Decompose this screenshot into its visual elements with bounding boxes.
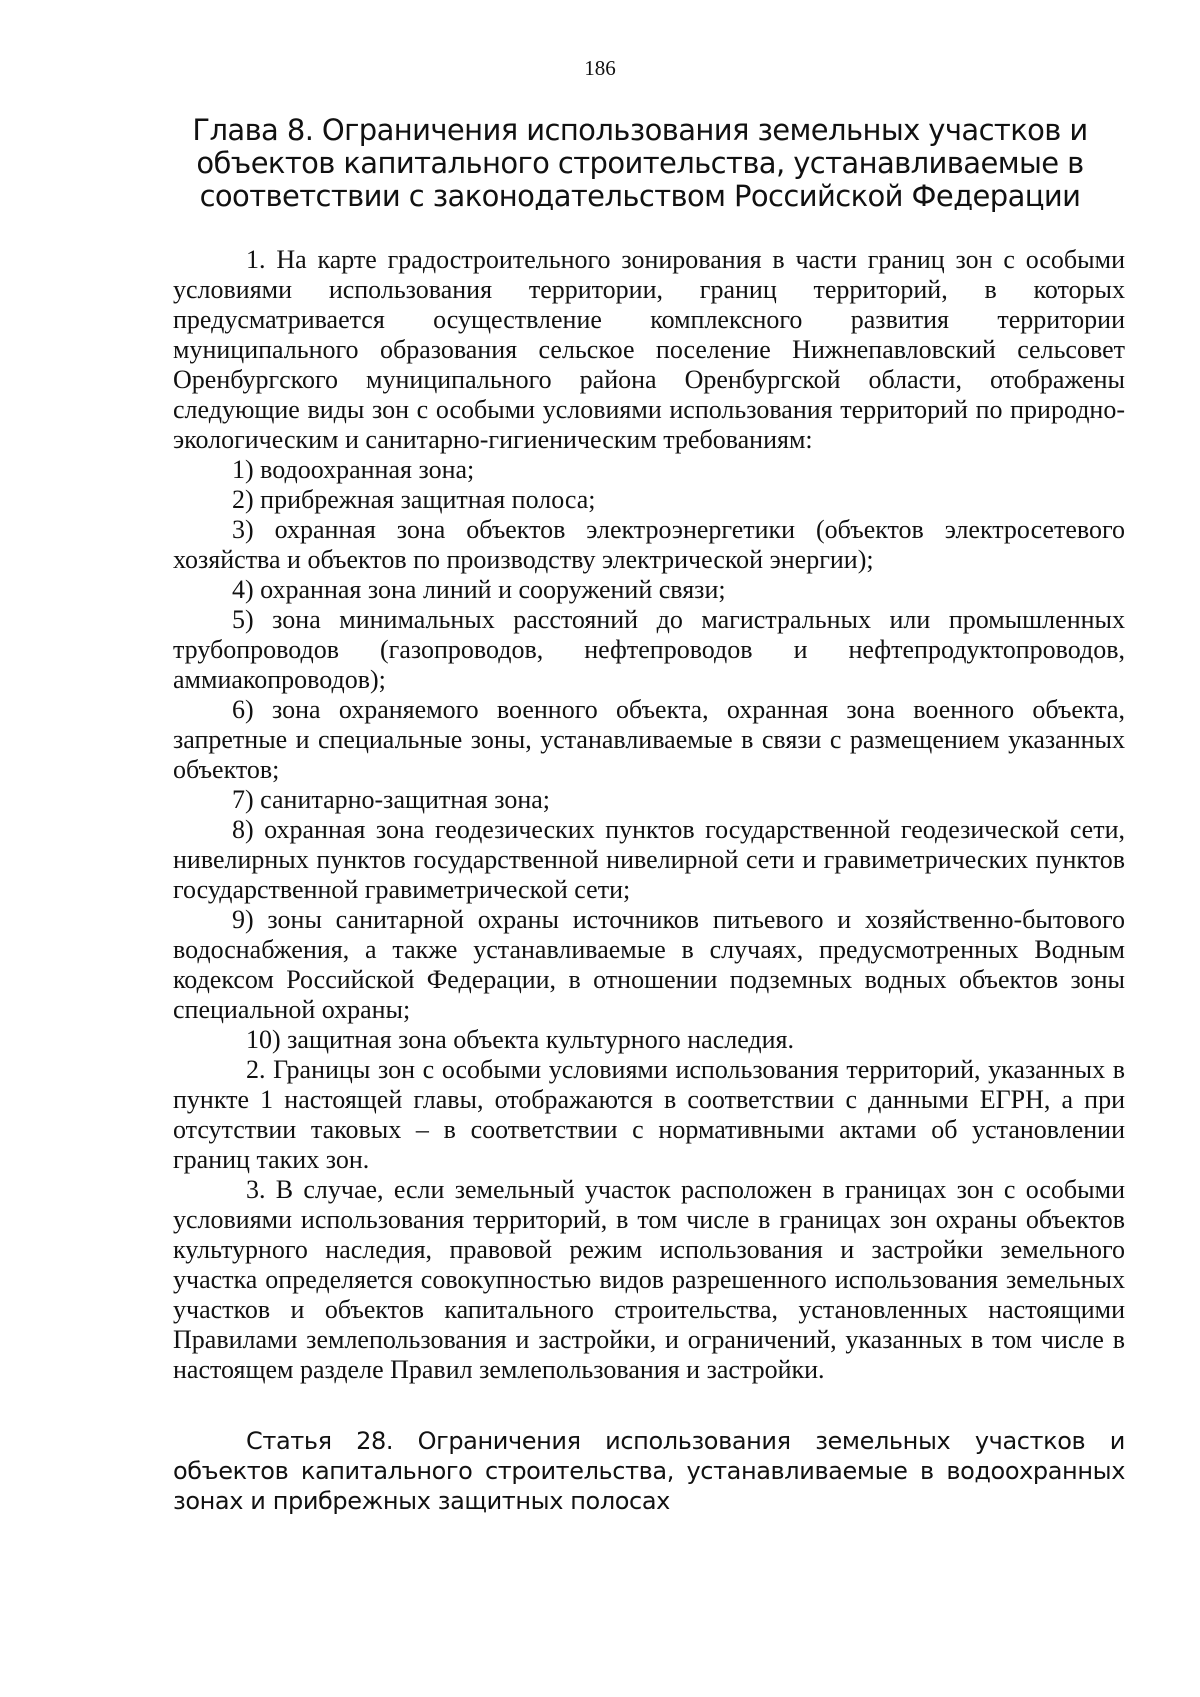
- article-title: Статья 28. Ограничения использования земельных участков и объектов капитального строительства, устанавливаемые в водоохранных зонах и прибрежных защитных полосах: [173, 1427, 1125, 1515]
- list-item-9: 9) зоны санитарной охраны источников питьевого и хозяйственно-бытового водоснабжения, а также устанавливаемые в случаях, предусмотренных Водным кодексом Российской Федерации, в отношении подземных водных объектов зоны специальной охраны;: [173, 905, 1125, 1024]
- paragraph-3: 3. В случае, если земельный участок расположен в границах зон с особыми условиями использования территорий, в том числе в границах зон охраны объектов культурного наследия, правовой режим использования и застройки земельного участка определяется совокупностью видов разрешенного использования земельных участков и объектов капитального строительства, установленных настоящими Правилами землепользования и застройки, и ограничений, указанных в том числе в настоящем разделе Правил землепользования и застройки.: [173, 1175, 1125, 1384]
- list-item-3: 3) охранная зона объектов электроэнергетики (объектов электросетевого хозяйства и объектов по производству электрической энергии);: [173, 515, 1125, 574]
- list-item-8: 8) охранная зона геодезических пунктов государственной геодезической сети, нивелирных пунктов государственной нивелирной сети и гравиметрических пунктов государственной гравиметрической сети;: [173, 815, 1125, 904]
- chapter-title: Глава 8. Ограничения использования земельных участков и объектов капитального строительства, устанавливаемые в соответствии с законодательством Российской Федерации: [192, 113, 1088, 213]
- paragraph-2: 2. Границы зон с особыми условиями использования территорий, указанных в пункте 1 настоящей главы, отображаются в соответствии с данными ЕГРН, а при отсутствии таковых – в соответствии с нормативными актами об установлении границ таких зон.: [173, 1055, 1125, 1174]
- article-spacer: [173, 1385, 1125, 1426]
- list-item-5: 5) зона минимальных расстояний до магистральных или промышленных трубопроводов (газопроводов, нефтепроводов и нефтепродуктопроводов, аммиакопроводов);: [173, 605, 1125, 694]
- document-body: [173, 245, 1125, 1516]
- list-item-10: 10) защитная зона объекта культурного наследия.: [246, 1025, 795, 1054]
- list-item-2: 2) прибрежная защитная полоса;: [232, 485, 596, 514]
- list-item-4: 4) охранная зона линий и сооружений связи;: [232, 575, 726, 604]
- list-item-7: 7) санитарно-защитная зона;: [232, 785, 550, 814]
- paragraph-1-intro: 1. На карте градостроительного зонирования в части границ зон с особыми условиями использования территории, границ территорий, в которых предусматривается осуществление комплексного развития территории муниципального образования сельское поселение Нижнепавловский сельсовет Оренбургского муниципального района Оренбургской области, отображены следующие виды зон с особыми условиями использования территорий по природно-экологическим и санитарно-гигиеническим требованиям:: [173, 245, 1125, 454]
- list-item-6: 6) зона охраняемого военного объекта, охранная зона военного объекта, запретные и специальные зоны, устанавливаемые в связи с размещением указанных объектов;: [173, 695, 1125, 784]
- list-item-1: 1) водоохранная зона;: [232, 455, 475, 484]
- page-number: 186: [584, 56, 616, 80]
